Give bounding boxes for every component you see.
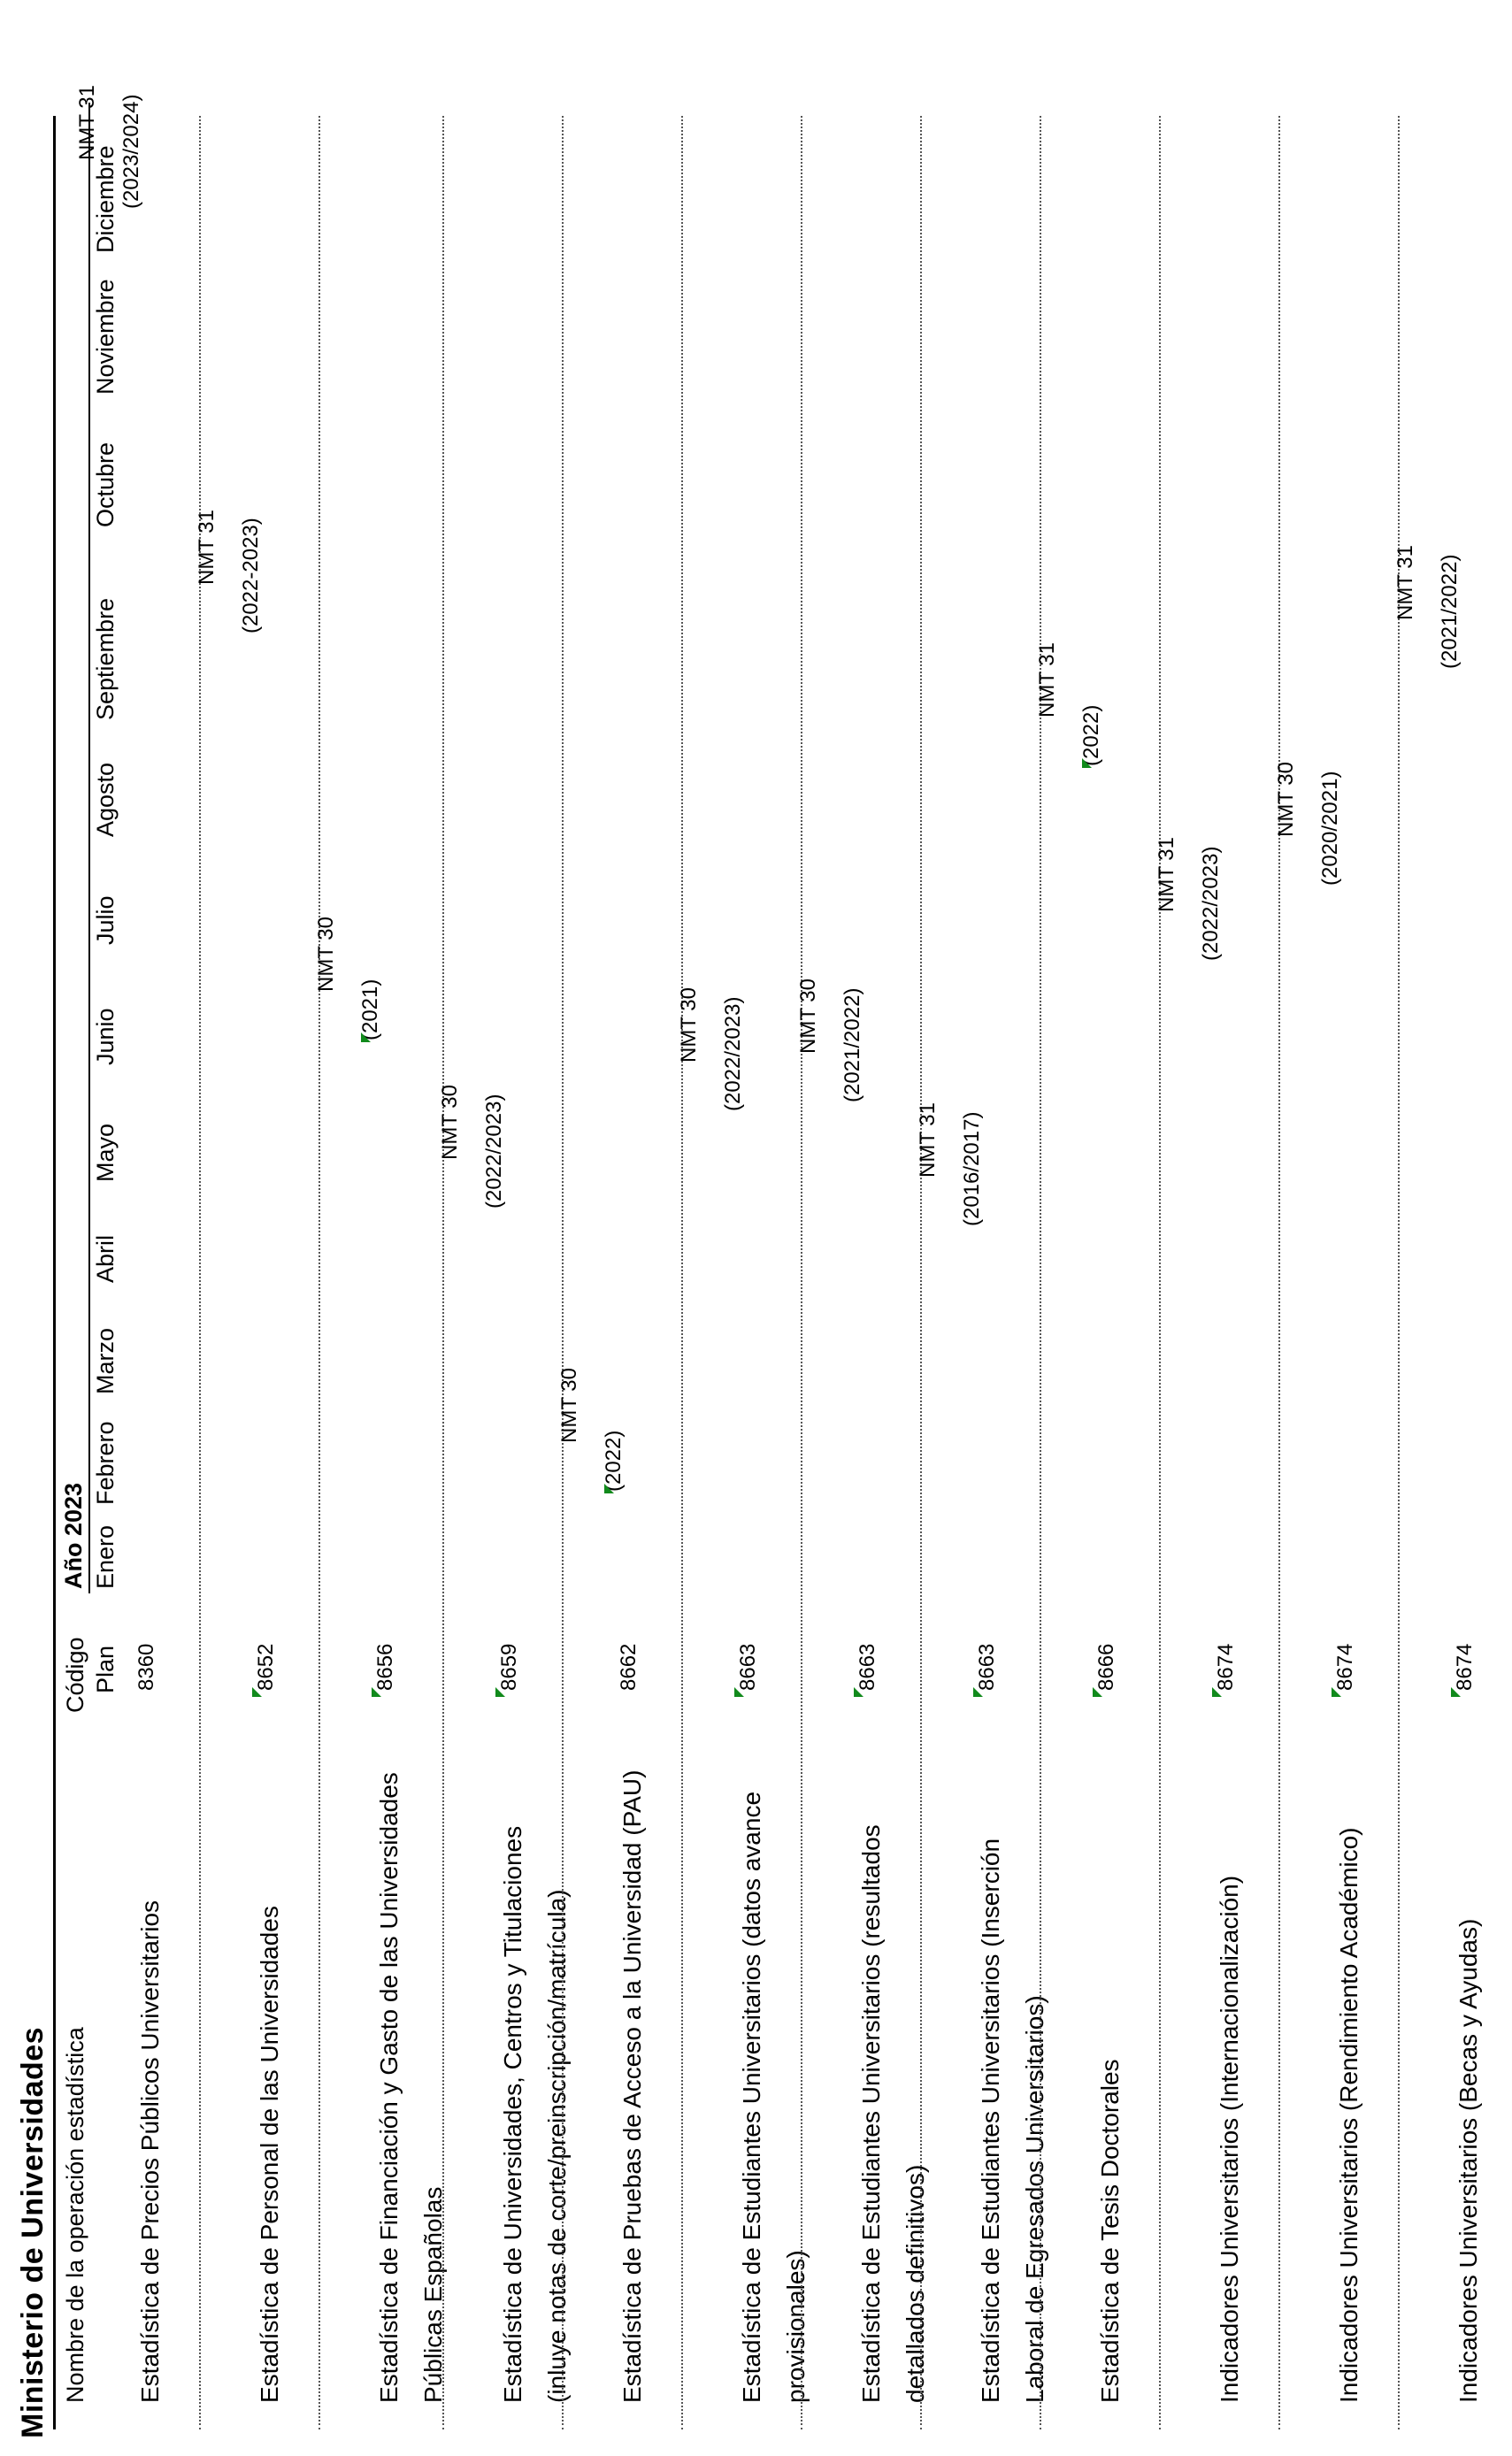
- operation-name-line: Públicas Españolas: [419, 2186, 447, 2403]
- release-label: NMT 31: [195, 510, 219, 585]
- row-separator: [1159, 116, 1161, 2429]
- release-label: NMT 31: [916, 1102, 940, 1178]
- year-underline: [88, 103, 90, 1593]
- release-period: (2016/2017): [960, 1111, 984, 1226]
- year-header: Año 2023: [60, 1482, 87, 1589]
- release-label: NMT 30: [1274, 762, 1298, 837]
- operation-code: 8674: [1214, 1643, 1238, 1691]
- release-label: NMT 31: [1035, 642, 1059, 718]
- operation-name-line: (inluye notas de corte/preinscripción/matrícula): [543, 1889, 571, 2403]
- comment-marker-icon: [361, 1032, 371, 1042]
- release-label: NMT 30: [557, 1368, 581, 1443]
- comment-marker-icon: [854, 1687, 863, 1697]
- operation-name-line: Estadística de Estudiantes Universitarios (Inserción: [977, 1838, 1004, 2403]
- operation-code: 8663: [856, 1643, 879, 1691]
- release-period: (2021/2022): [1438, 554, 1462, 669]
- operation-code: 8656: [373, 1643, 397, 1691]
- row-separator: [1278, 116, 1280, 2429]
- operation-name-line: Estadística de Estudiantes Universitarios (datos avance: [738, 1791, 765, 2403]
- month-header-3: Abril: [92, 1234, 119, 1283]
- operation-name-line: detallados definitivos): [902, 2164, 929, 2403]
- row-separator: [1398, 116, 1400, 2429]
- row-separator: [801, 116, 802, 2429]
- operation-name-line: Estadística de Financiación y Gasto de las Universidades: [375, 1772, 403, 2403]
- release-label: NMT 31: [1155, 837, 1178, 912]
- release-period: (2022/2023): [721, 996, 745, 1111]
- row-separator: [681, 116, 683, 2429]
- release-period: (2022): [602, 1430, 626, 1492]
- comment-marker-icon: [1093, 1687, 1102, 1697]
- comment-marker-icon: [495, 1687, 505, 1697]
- row-separator: [1040, 116, 1041, 2429]
- release-period: (2022-2023): [239, 518, 263, 633]
- comment-marker-icon: [1212, 1687, 1222, 1697]
- release-period: (2022/2023): [482, 1094, 506, 1209]
- month-header-6: Julio: [92, 895, 119, 945]
- comment-marker-icon: [1332, 1687, 1341, 1697]
- month-header-2: Marzo: [92, 1327, 119, 1394]
- operation-name-line: Estadística de Estudiantes Universitarios (resultados: [857, 1824, 885, 2403]
- row-separator: [562, 116, 564, 2429]
- name-column-header: Nombre de la operación estadística: [62, 2027, 88, 2403]
- month-header-7: Agosto: [92, 762, 119, 837]
- operation-code: 8663: [975, 1643, 999, 1691]
- release-period: (2020/2021): [1318, 771, 1342, 886]
- comment-marker-icon: [973, 1687, 983, 1697]
- release-period: (2022/2023): [1199, 846, 1223, 961]
- comment-marker-icon: [1082, 758, 1092, 768]
- comment-marker-icon: [734, 1687, 744, 1697]
- row-separator: [920, 116, 922, 2429]
- row-separator: [442, 116, 444, 2429]
- operation-code: 8662: [617, 1643, 641, 1691]
- header-rule: [53, 116, 56, 2429]
- release-label: NMT 30: [314, 917, 338, 992]
- operation-code: 8659: [497, 1643, 521, 1691]
- operation-name-line: Estadística de Pruebas de Acceso a la Universidad (PAU): [618, 1769, 646, 2403]
- operation-code: 8674: [1453, 1643, 1477, 1691]
- operation-name-line: Indicadores Universitarios (Internacionalización): [1216, 1875, 1243, 2403]
- month-header-9: Octubre: [92, 441, 119, 527]
- comment-marker-icon: [372, 1687, 381, 1697]
- month-header-10: Noviembre: [92, 279, 119, 395]
- release-period: (2023/2024): [119, 94, 143, 209]
- operation-name-line: Indicadores Universitarios (Becas y Ayudas): [1454, 1918, 1482, 2403]
- release-label: NMT 30: [796, 979, 820, 1054]
- operation-name-line: provisionales): [782, 2250, 810, 2403]
- comment-marker-icon: [1451, 1687, 1461, 1697]
- page-title: Ministerio de Universidades: [16, 2026, 50, 2438]
- month-header-8: Septiembre: [92, 597, 119, 720]
- release-label: NMT 31: [75, 85, 99, 160]
- operation-code: 8360: [134, 1643, 158, 1691]
- comment-marker-icon: [604, 1484, 614, 1493]
- release-label: NMT 30: [438, 1085, 462, 1160]
- row-separator: [319, 116, 320, 2429]
- release-label: NMT 30: [677, 987, 701, 1063]
- month-header-5: Junio: [92, 1008, 119, 1065]
- operation-code: 8652: [254, 1643, 278, 1691]
- release-period: (2022): [1079, 704, 1103, 766]
- release-period: (2021/2022): [840, 987, 864, 1102]
- month-header-1: Febrero: [92, 1421, 119, 1505]
- code-column-header-line1: Código: [62, 1637, 88, 1713]
- operation-name-line: Estadística de Tesis Doctorales: [1096, 2059, 1124, 2403]
- month-header-4: Mayo: [92, 1123, 119, 1182]
- operation-code: 8666: [1094, 1643, 1118, 1691]
- month-header-0: Enero: [92, 1524, 119, 1589]
- release-label: NMT 31: [1393, 545, 1417, 620]
- operation-name-line: Estadística de Universidades, Centros y Titulaciones: [499, 1825, 526, 2403]
- operation-name-line: Indicadores Universitarios (Rendimiento Académico): [1335, 1827, 1362, 2403]
- operation-name-line: Laboral de Egresados Universitarios): [1021, 1995, 1048, 2403]
- row-separator: [199, 116, 201, 2429]
- month-header-11: Diciembre: [92, 145, 119, 253]
- operation-code: 8674: [1333, 1643, 1357, 1691]
- comment-marker-icon: [252, 1687, 262, 1697]
- release-period: (2021): [358, 979, 382, 1040]
- code-column-header-line2: Plan: [92, 1645, 119, 1693]
- operation-code: 8663: [736, 1643, 760, 1691]
- operation-name-line: Estadística de Precios Públicos Universitarios: [136, 1900, 164, 2403]
- operation-name-line: Estadística de Personal de las Universidades: [256, 1906, 283, 2403]
